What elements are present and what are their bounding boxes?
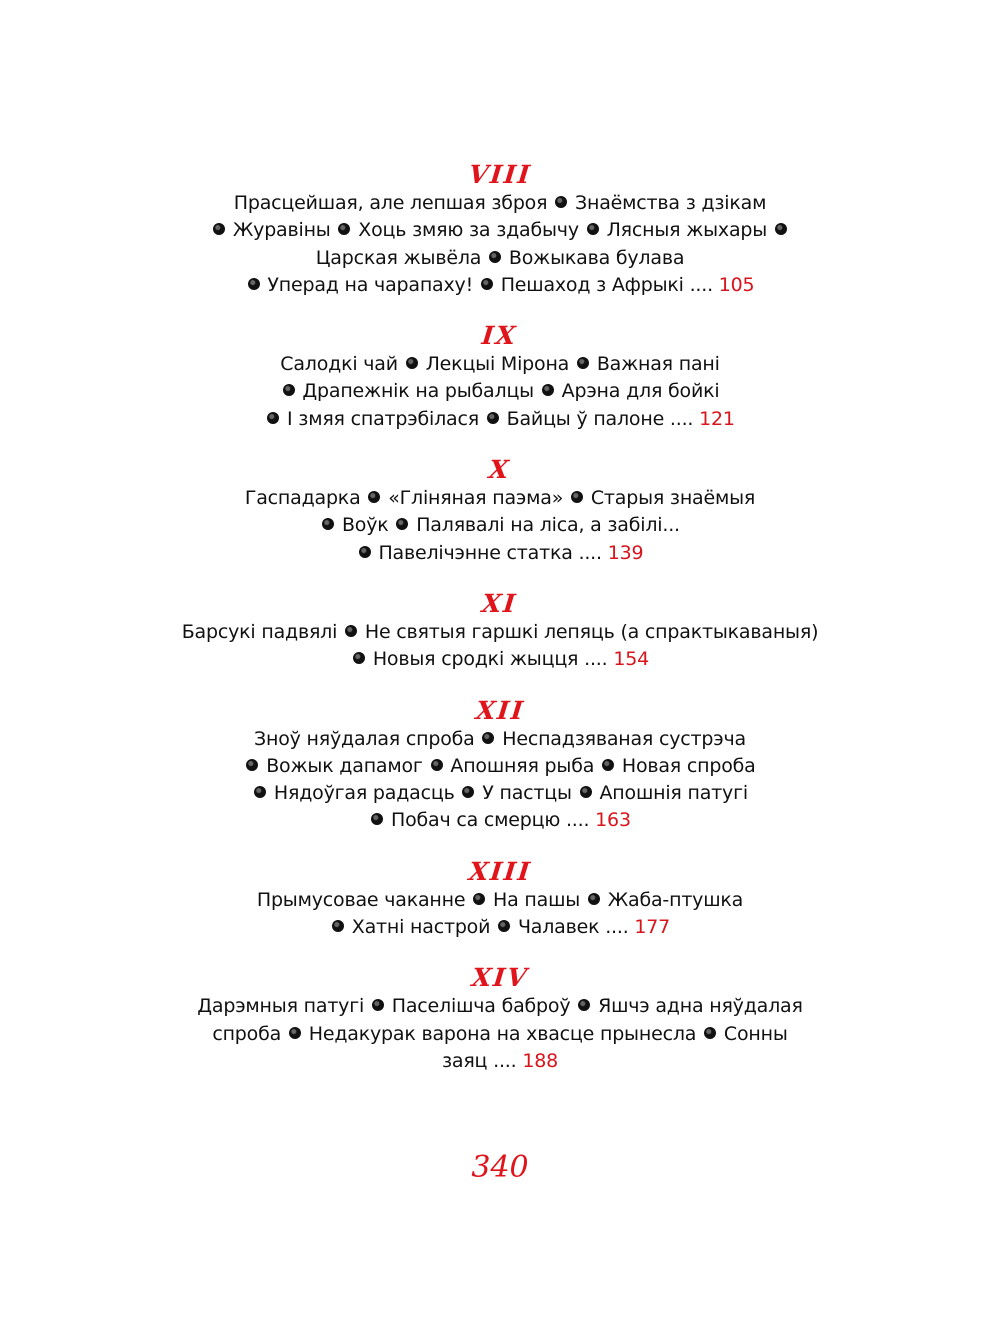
section-title: Яшчэ адна няўдалая [598,995,803,1018]
section-title: Гаспадарка [244,487,361,510]
section-title: Паселішча баброў [391,995,571,1018]
bullet-icon [542,384,554,396]
bullet-icon [489,251,501,263]
toc-line [0,217,1000,244]
toc-line [0,512,1000,539]
bullet-icon [487,412,499,424]
chapter-entry [0,455,1000,567]
section-title: Важная пані [596,353,720,376]
page-number: 340 [471,1150,529,1185]
bullet-icon [338,223,350,235]
section-title: Вожык дапамог [266,754,423,777]
bullet-icon [587,223,599,235]
chapter-sections [0,190,1000,299]
page-reference: 188 [522,1049,559,1072]
toc-line [0,378,1000,405]
section-title: Неспадзяваная сустрэча [502,727,746,750]
section-title: Прасцейшая, але лепшая зброя [233,192,548,214]
section-title: Салодкі чай [280,353,398,376]
bullet-icon [372,999,384,1011]
bullet-icon [289,1027,301,1039]
bullet-icon [775,223,787,235]
section-title: Барсукі падвялі [181,620,338,643]
toc-line [0,245,1000,272]
section-title: Царская жывёла [315,246,482,269]
toc-line [0,914,1000,941]
chapter-sections [0,485,1000,567]
section-title: «Гліняная паэма» [388,487,564,510]
section-title: Сонны [723,1022,788,1045]
page-reference: 121 [699,407,735,430]
bullet-icon [396,518,408,530]
section-title: Дарэмныя патугі [197,995,365,1018]
chapter-sections [0,351,1000,433]
bullet-icon [332,920,344,932]
section-title: заяц .... [441,1049,517,1072]
chapter-spacer [0,941,1000,963]
toc-line [0,887,1000,914]
section-title: Вожыкава булава [508,246,685,269]
section-title: Журавіны [232,219,331,242]
bullet-icon [213,223,225,235]
toc-line [0,753,1000,780]
section-title: Арэна для бойкі [561,380,720,403]
section-title: На пашы [493,888,581,911]
section-title: Прымусовае чаканне [256,888,466,911]
chapter-sections [0,993,1000,1075]
chapter-entry [0,589,1000,674]
bullet-icon [248,278,260,290]
chapter-number: XI [480,588,520,618]
bullet-icon [462,786,474,798]
bullet-icon [322,518,334,530]
toc-line [0,485,1000,512]
section-title: І змяя спатрэбілася [287,407,479,430]
toc-line [0,190,1000,217]
chapter-number: VIII [467,160,533,189]
chapter-entry [0,857,1000,942]
toc-line [0,540,1000,567]
bullet-icon [283,384,295,396]
bullet-icon [498,920,510,932]
toc-line [0,646,1000,673]
bullet-icon [345,625,357,637]
toc-line [0,993,1000,1020]
section-title: У пастцы [482,782,572,805]
section-title: Апошнія патугі [599,782,748,805]
bullet-icon [353,652,365,664]
table-of-contents [0,160,1000,1075]
bullet-icon [580,786,592,798]
chapter-spacer [0,674,1000,696]
bullet-icon [602,759,614,771]
section-title: Старыя знаёмыя [590,487,756,510]
chapter-spacer [0,567,1000,589]
bullet-icon [359,546,371,558]
chapter-entry [0,963,1000,1075]
page-reference: 163 [595,809,631,832]
section-title: спроба [212,1022,282,1045]
section-title: Зноў няўдалая спроба [254,727,475,750]
bullet-icon [406,357,418,369]
chapter-number: X [487,455,513,485]
section-title: Жаба-птушка [607,888,744,911]
page-reference: 154 [613,648,649,671]
section-title: Апошняя рыба [450,754,595,777]
chapter-entry [0,160,1000,299]
section-title: Лясныя жыхары [606,219,768,242]
page-reference: 105 [718,273,755,296]
chapter-spacer [0,299,1000,321]
section-title: Воўк [341,514,389,537]
section-title: Палявалі на ліса, а забілі... [416,514,680,537]
chapter-entry [0,321,1000,433]
section-title: Хатні настрой [351,916,491,939]
section-title: Побач са смерцю .... [391,809,590,832]
page-reference: 139 [607,541,644,564]
section-title: Новыя сродкі жыцця .... [372,648,608,671]
section-title: Драпежнік на рыбалцы [302,380,534,403]
bullet-icon [371,813,383,825]
bullet-icon [267,412,279,424]
section-title: Чалавек .... [517,916,629,939]
bullet-icon [481,278,493,290]
bullet-icon [254,786,266,798]
bullet-icon [473,893,485,905]
bullet-icon [704,1027,716,1039]
bullet-icon [571,491,583,503]
toc-line [0,807,1000,834]
section-title: Не святыя гаршкі лепяць (а спрактыкаваныя) [364,620,819,643]
section-title: Недакурак варона на хвасце прынесла [308,1022,697,1045]
chapter-sections [0,726,1000,835]
chapter-number: IX [480,321,520,351]
chapter-number: XIII [467,856,533,886]
chapter-entry [0,696,1000,835]
bullet-icon [577,357,589,369]
section-title: Нядоўгая радасць [273,782,455,805]
bullet-icon [431,759,443,771]
bullet-icon [588,893,600,905]
toc-line [0,1021,1000,1048]
bullet-icon [246,759,258,771]
bullet-icon [555,196,567,208]
section-title: Лекцыі Мірона [425,353,570,376]
toc-line [0,272,1000,299]
section-title: Павелічэнне статка .... [378,541,602,564]
toc-line [0,780,1000,807]
bullet-icon [578,999,590,1011]
bullet-icon [482,732,494,744]
section-title: Уперад на чарапаху! [267,273,473,296]
section-title: Хоць змяю за здабычу [358,219,579,242]
chapter-sections [0,619,1000,674]
toc-line [0,726,1000,753]
page-reference: 177 [634,916,671,939]
toc-line [0,619,1000,646]
section-title: Байцы ў палоне .... [506,407,694,430]
chapter-number: XII [474,695,526,725]
section-title: Знаёмства з дзікам [575,192,767,214]
section-title: Пешаход з Афрыкі .... [500,273,713,296]
toc-line [0,406,1000,433]
chapter-sections [0,887,1000,942]
bullet-icon [368,491,380,503]
chapter-spacer [0,433,1000,455]
chapter-spacer [0,835,1000,857]
chapter-number: XIV [470,963,530,993]
toc-line [0,1048,1000,1075]
toc-line [0,351,1000,378]
section-title: Новая спроба [621,754,756,777]
